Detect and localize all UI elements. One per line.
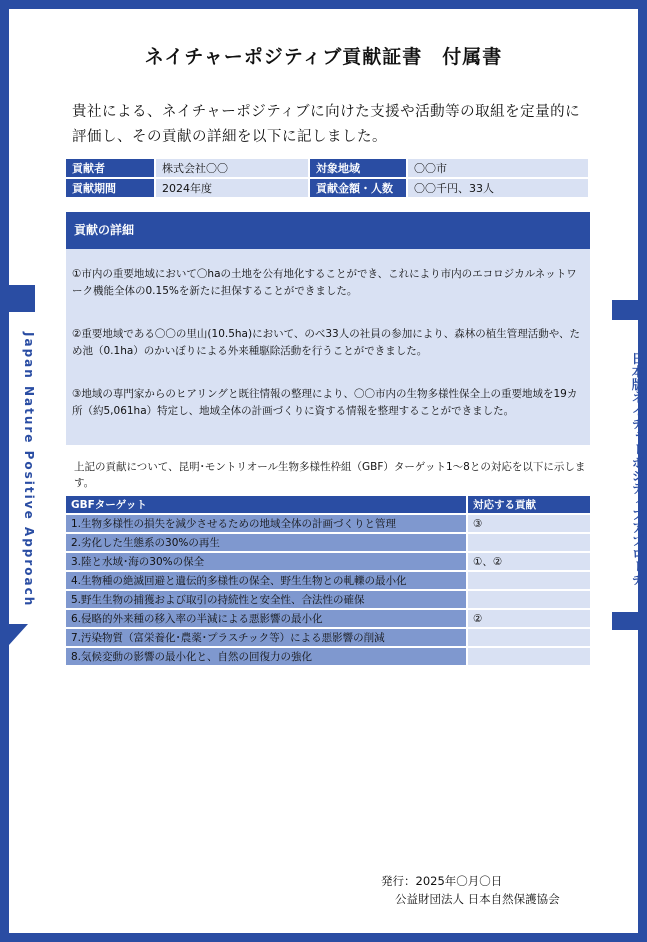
region-value: 〇〇市 xyxy=(408,159,588,177)
period-value: 2024年度 xyxy=(156,179,308,197)
table-row xyxy=(66,515,590,532)
gbf-contrib xyxy=(468,591,590,608)
detail-item-3: ③地域の専門家からのヒアリングと既往情報の整理により、〇〇市内の生物多様性保全上の重要地域を19カ所（約5,061ha）特定し、地域全体の計画づくりに資する情報を整理することができました。 xyxy=(72,388,578,417)
gbf-target: 2.劣化した生態系の30%の再生 xyxy=(66,534,466,551)
gbf-target: 3.陸と水域･海の30%の保全 xyxy=(66,553,466,570)
side-label-japanese: 日本版ネイチャーポジティブアプローチ xyxy=(630,352,645,586)
amount-label: 貢献金額・人数 xyxy=(310,179,406,197)
region-label: 対象地域 xyxy=(310,159,406,177)
table-row xyxy=(66,629,590,646)
contributor-label: 貢献者 xyxy=(66,159,154,177)
gbf-target: 7.汚染物質（富栄養化･農薬･プラスチック等）による悪影響の削減 xyxy=(66,629,466,646)
details-body xyxy=(66,249,590,445)
gbf-header-contrib: 対応する貢献 xyxy=(468,496,590,513)
table-row xyxy=(66,553,590,570)
summary-table xyxy=(64,157,590,199)
amount-value: 〇〇千円、33人 xyxy=(408,179,588,197)
gbf-note: 上記の貢献について、昆明･モントリオール生物多様性枠組（GBF）ターゲット1～8との対応を以下に示します。 xyxy=(74,461,586,489)
gbf-contrib xyxy=(468,648,590,665)
document-title: ネイチャーポジティブ貢献証書 付属書 xyxy=(144,46,503,68)
gbf-header-target: GBFターゲット xyxy=(66,496,466,513)
gbf-target: 8.気候変動の影響の最小化と、自然の回復力の強化 xyxy=(66,648,466,665)
intro-text: 貴社による、ネイチャーポジティブに向けた支援や活動等の取組を定量的に評価し、その貢献の詳細を以下に記しました。 xyxy=(72,104,581,145)
table-row xyxy=(66,648,590,665)
table-row xyxy=(66,591,590,608)
side-label-english: Japan Nature Positive Approach xyxy=(22,332,36,608)
period-label: 貢献期間 xyxy=(66,179,154,197)
issuer-name: 公益財団法人 日本自然保護協会 xyxy=(395,892,560,906)
gbf-contrib xyxy=(468,572,590,589)
gbf-table xyxy=(64,494,592,667)
issue-date: 発行：2025年〇月〇日 xyxy=(381,874,503,888)
gbf-contrib: ② xyxy=(468,610,590,627)
gbf-header-row xyxy=(66,496,590,513)
gbf-contrib: ③ xyxy=(468,515,590,532)
details-heading: 貢献の詳細 xyxy=(66,212,590,249)
gbf-contrib xyxy=(468,629,590,646)
gbf-target: 6.侵略的外来種の移入率の半減による悪影響の最小化 xyxy=(66,610,466,627)
table-row xyxy=(66,572,590,589)
issue-block xyxy=(381,872,611,908)
detail-item-1: ①市内の重要地域において〇haの土地を公有地化することができ、これにより市内のエコロジカルネットワーク機能全体の0.15%を新たに担保することができました。 xyxy=(72,268,577,297)
gbf-contrib: ①、② xyxy=(468,553,590,570)
detail-item-2: ②重要地域である〇〇の里山(10.5ha)において、のべ33人の社員の参加により、森林の植生管理活動や、ため池（0.1ha）のかいぼりによる外来種駆除活動を行うことができました。 xyxy=(72,328,581,357)
contributor-value: 株式会社〇〇 xyxy=(156,159,308,177)
table-row xyxy=(66,534,590,551)
table-row xyxy=(66,610,590,627)
gbf-target: 1.生物多様性の損失を減少させるための地域全体の計画づくりと管理 xyxy=(66,515,466,532)
gbf-target: 4.生物種の絶滅回避と遺伝的多様性の保全、野生生物との軋轢の最小化 xyxy=(66,572,466,589)
gbf-target: 5.野生生物の捕獲および取引の持続性と安全性、合法性の確保 xyxy=(66,591,466,608)
gbf-contrib xyxy=(468,534,590,551)
